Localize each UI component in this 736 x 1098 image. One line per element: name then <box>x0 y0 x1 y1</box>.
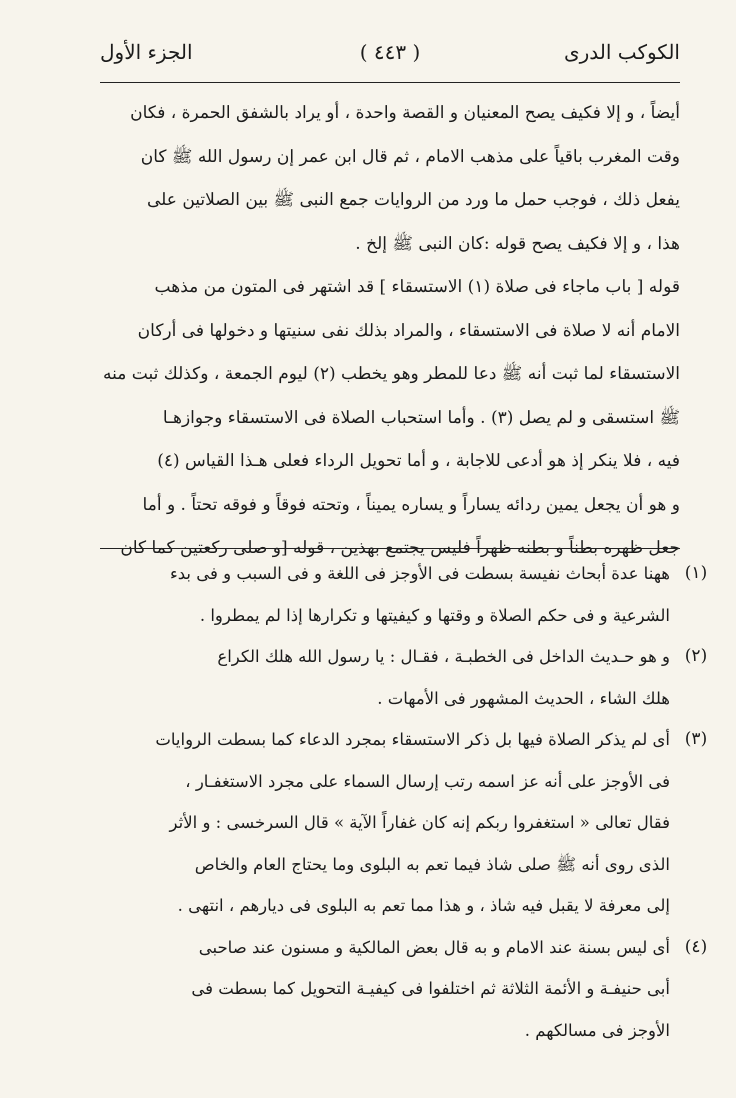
footnote-line: أى لم يذكر الصلاة فيها بل ذكر الاستسقاء بمجرد الدعاء كما بسطت الروايات <box>155 730 670 749</box>
footnote-line: و هو حـديث الداخل فى الخطبـة ، فقـال : يا رسول الله هلك الكراع <box>217 647 670 666</box>
footnote-4 <box>100 927 708 1052</box>
text-line: جعل ظهره بطناً و بطنه ظهراً فليس يجتمع بهذين ، قوله [و صلى ركعتين كما كان <box>120 538 680 558</box>
footnote-number: (٤) <box>684 936 708 957</box>
footnotes <box>100 553 708 1051</box>
text-line: أيضاً ، و إلا فكيف يصح المعنيان و القصة واحدة ، أو يراد بالشفق الحمرة ، فكان <box>130 103 680 123</box>
footnote-number: (١) <box>684 563 708 583</box>
text-line: يفعل ذلك ، فوجب حمل ما ورد من الروايات جمع النبى ﷺ بين الصلاتين على <box>147 190 680 210</box>
text-line: فيه ، فلا ينكر إذ هو أدعى للاجابة ، و أما تحويل الرداء فعلى هـذا القياس (٤) <box>157 451 680 471</box>
main-text <box>100 92 680 571</box>
header-rule <box>100 82 680 83</box>
footnote-separator <box>100 548 680 549</box>
footnote-line: فى الأوجز على أنه عز اسمه رتب إرسال السماء على مجرد الاستغفـار ، <box>185 771 670 791</box>
page-number: ( ٤٤٣ ) <box>359 40 421 64</box>
text-line: قوله [ باب ماجاء فى صلاة (١) الاستسقاء ] قد اشتهر فى المتون من مذهب <box>154 277 680 297</box>
footnote-line: إلى معرفة لا يقبل فيه شاذ ، و هذا مما تعم به البلوى فى ديارهم ، انتهى . <box>177 896 670 915</box>
footnote-2 <box>100 636 708 719</box>
text-line: الامام أنه لا صلاة فى الاستسقاء ، والمراد بذلك نفى سنيتها و دخولها فى أركان <box>137 320 680 341</box>
book-title: الكوكب الدرى <box>563 40 680 64</box>
footnote-line: أى ليس بسنة عند الامام و به قال بعض المالكية و مسنون عند صاحبى <box>198 937 670 957</box>
text-line: الاستسقاء لما ثبت أنه ﷺ دعا للمطر وهو يخطب (٢) ليوم الجمعة ، وكذلك ثبت منه <box>103 364 680 384</box>
volume-label: الجزء الأول <box>100 40 193 64</box>
text-line: هذا ، و إلا فكيف يصح قوله :كان النبى ﷺ إلخ . <box>355 233 680 254</box>
footnote-1 <box>100 553 708 636</box>
footnote-line: الشرعية و فى حكم الصلاة و وقتها و كيفيتها و تكرارها إذا لم يمطروا . <box>199 605 670 625</box>
text-line: و هو أن يجعل يمين ردائه يساراً و يساره يميناً ، وتحته فوقاً و فوقه تحتاً . و أما <box>142 494 680 515</box>
footnote-line: أبى حنيفـة و الأئمة الثلاثة ثم اختلفوا فى كيفيـة التحويل كما بسطت فى <box>191 979 670 998</box>
footnote-line: فقال تعالى « استغفروا ربكم إنه كان غفاراً الآية » قال السرخسى : و الأثر <box>169 813 670 832</box>
footnote-line: الذى روى أنه ﷺ صلى شاذ فيما تعم به البلوى وما يحتاج العام والخاص <box>194 854 670 874</box>
footnote-number: (٢) <box>684 646 708 666</box>
footnote-line: ههنا عدة أبحاث نفيسة بسطت فى الأوجز فى اللغة و فى السبب و فى بدء <box>170 564 670 583</box>
page <box>100 0 708 1098</box>
footnote-number: (٣) <box>684 729 708 749</box>
text-line: ﷺ استسقى و لم يصل (٣) . وأما استحباب الصلاة فى الاستسقاء وجوازهـا <box>162 407 680 428</box>
footnote-line: الأوجز فى مسالكهم . <box>524 1020 670 1040</box>
running-header <box>100 34 680 74</box>
footnote-line: هلك الشاء ، الحديث المشهور فى الأمهات . <box>377 688 670 708</box>
footnote-3 <box>100 719 708 927</box>
text-line: وقت المغرب باقياً على مذهب الامام ، ثم قال ابن عمر إن رسول الله ﷺ كان <box>140 146 680 167</box>
